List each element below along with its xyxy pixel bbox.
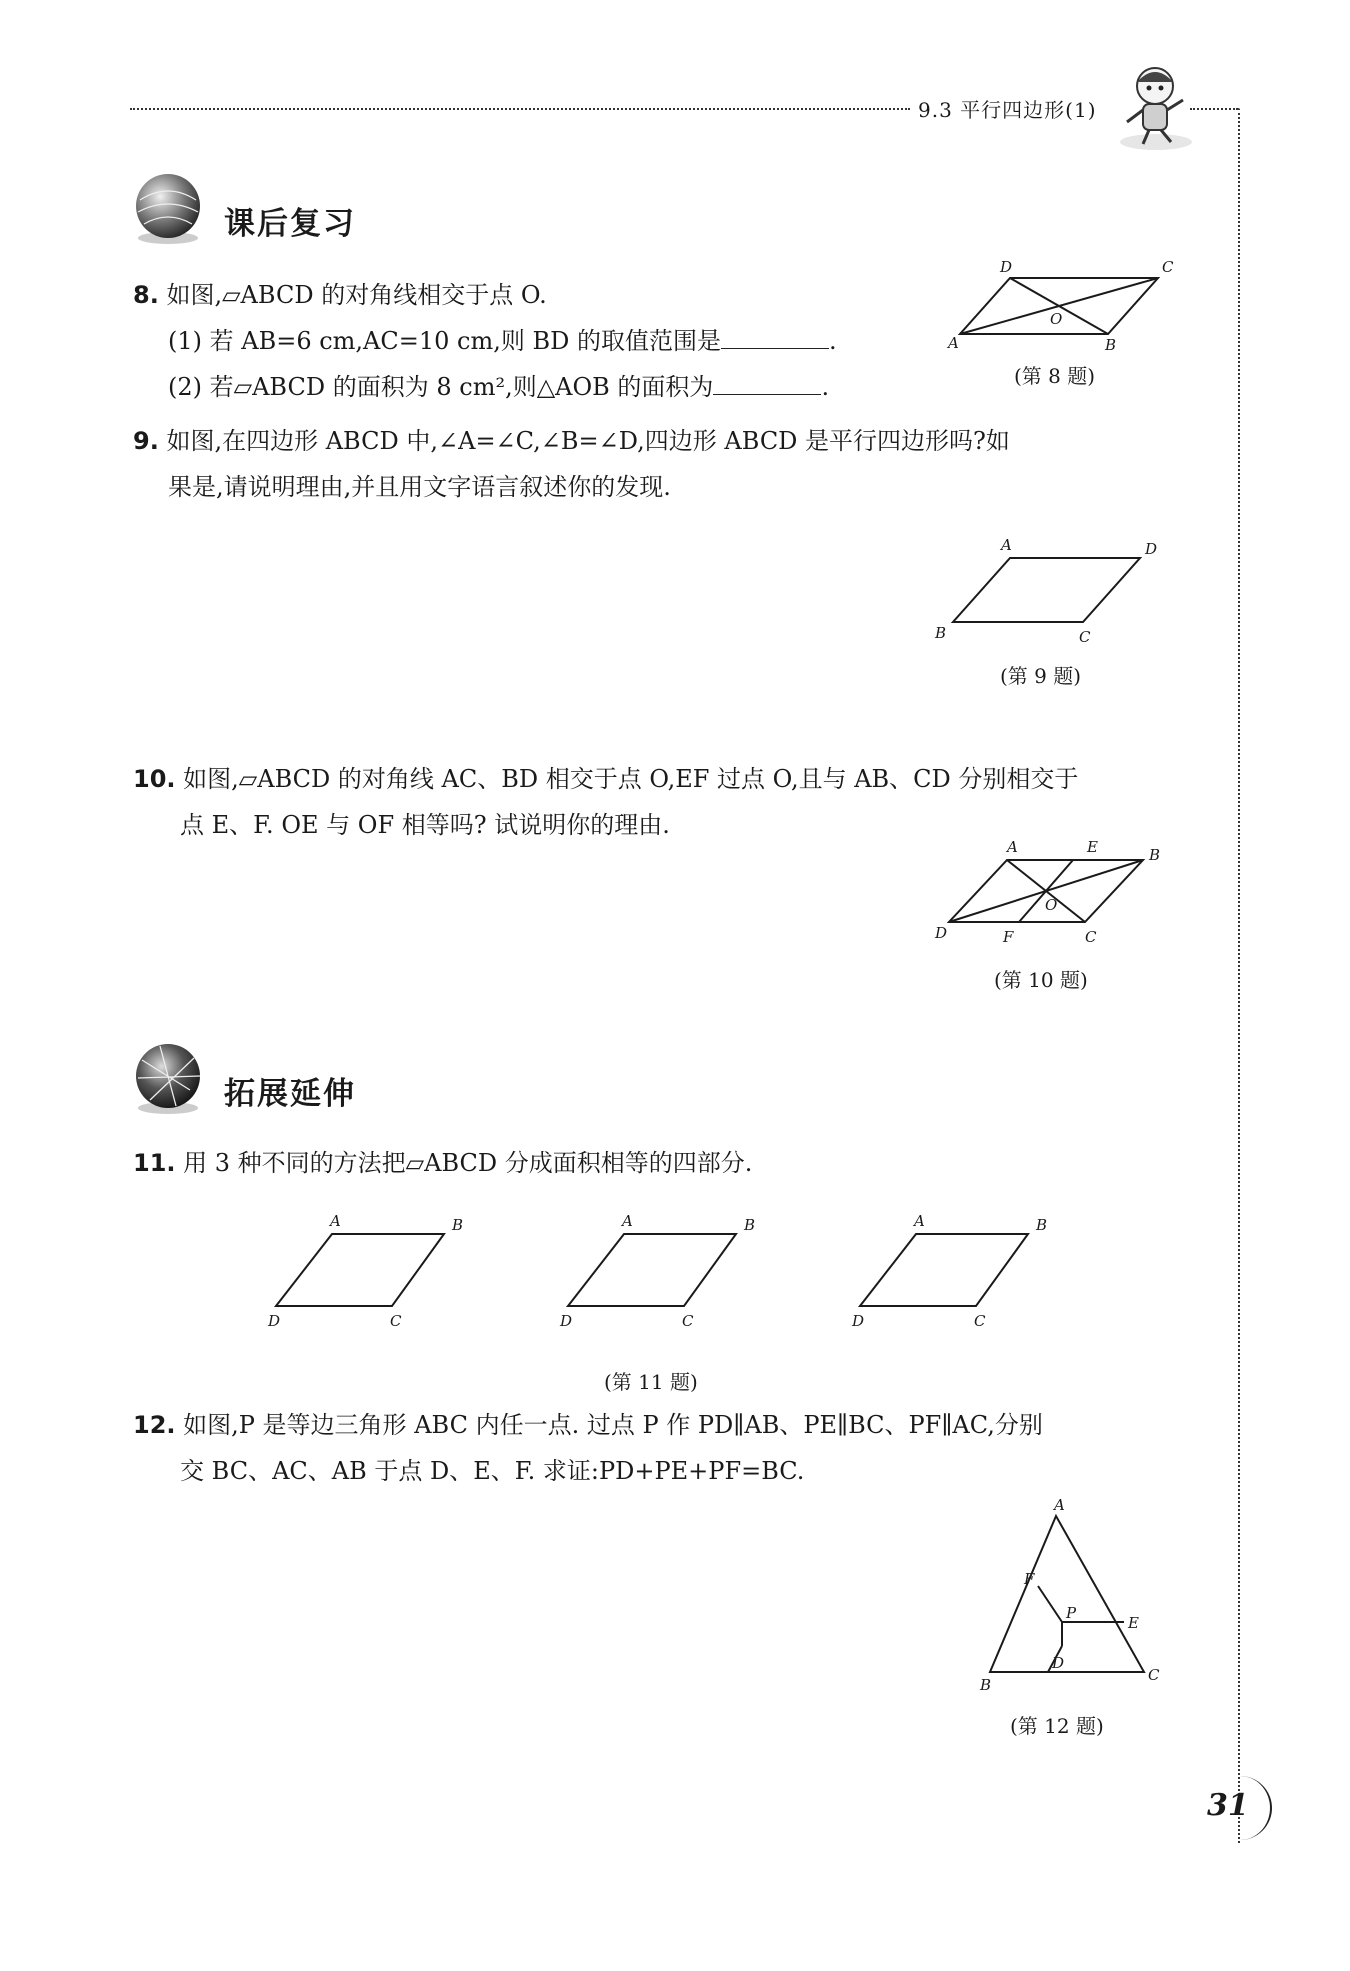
q10-label-a: A — [1007, 838, 1018, 856]
q10-label-b: B — [1149, 846, 1161, 864]
q10-label-d: D — [935, 924, 948, 942]
q8-label-c: C — [1162, 258, 1174, 276]
q11-line1-text: 用 3 种不同的方法把▱ABCD 分成面积相等的四部分. — [183, 1149, 753, 1177]
q11-fig1-label-c: C — [390, 1312, 402, 1330]
q8-part2-text: (2) 若▱ABCD 的面积为 8 cm²,则△AOB 的面积为 — [168, 373, 714, 401]
q8-label-a: A — [948, 334, 959, 352]
header-section: 9.3 平行四边形(1) — [918, 98, 1097, 122]
q11-figure-3 — [846, 1212, 1056, 1332]
q8-part1-blank[interactable] — [721, 322, 829, 349]
section-title-extension: 拓展延伸 — [224, 1076, 356, 1112]
q8-number: 8. — [133, 281, 159, 309]
q11-fig2-label-c: C — [682, 1312, 694, 1330]
q11-fig1-label-b: B — [452, 1216, 464, 1234]
q8-part1-text: (1) 若 AB=6 cm,AC=10 cm,则 BD 的取值范围是 — [168, 327, 721, 355]
q9-line1-text: 如图,在四边形 ABCD 中,∠A=∠C,∠B=∠D,四边形 ABCD 是平行四边形吗?如 — [166, 427, 1010, 455]
q12-label-f: F — [1024, 1570, 1035, 1588]
q9-number: 9. — [133, 427, 159, 455]
q8-part1: (1) 若 AB=6 cm,AC=10 cm,则 BD 的取值范围是 . — [168, 318, 837, 364]
q11-parallelogram-1 — [276, 1234, 444, 1306]
q12-number: 12. — [133, 1411, 176, 1439]
q8-label-d: D — [1000, 258, 1013, 276]
q12-triangle — [990, 1516, 1144, 1672]
q11-caption: (第 11 题) — [604, 1370, 698, 1394]
q9-label-b: B — [935, 624, 947, 642]
q9-line2: 果是,请说明理由,并且用文字语言叙述你的发现. — [168, 473, 671, 501]
q10-figure — [935, 838, 1175, 952]
header-rule-right — [1190, 108, 1238, 110]
q10-label-o: O — [1045, 896, 1058, 914]
q8-stem — [133, 272, 547, 318]
q9-line1 — [133, 418, 1010, 464]
q12-label-a: A — [1054, 1496, 1065, 1514]
q11-fig1-label-a: A — [330, 1212, 341, 1230]
q12-label-d: D — [1052, 1654, 1065, 1672]
q9-label-c: C — [1079, 628, 1091, 646]
q8-figure — [950, 256, 1180, 356]
q9-figure — [935, 538, 1165, 648]
q10-caption: (第 10 题) — [994, 968, 1088, 992]
q11-number: 11. — [133, 1149, 176, 1177]
q12-label-c: C — [1148, 1666, 1160, 1684]
q12-label-b: B — [980, 1676, 992, 1694]
q10-line1-text: 如图,▱ABCD 的对角线 AC、BD 相交于点 O,EF 过点 O,且与 AB、CD 分别相交于 — [183, 765, 1079, 793]
q11-fig3-label-d: D — [852, 1312, 865, 1330]
margin-rule — [1238, 108, 1240, 1843]
q12-segment-pf — [1038, 1586, 1062, 1622]
q11-fig2-label-a: A — [622, 1212, 633, 1230]
q10-label-e: E — [1087, 838, 1098, 856]
q11-parallelogram-2 — [568, 1234, 736, 1306]
q10-number: 10. — [133, 765, 176, 793]
q8-label-b: B — [1105, 336, 1117, 354]
q12-label-e: E — [1128, 1614, 1139, 1632]
q11-fig3-label-a: A — [914, 1212, 925, 1230]
q10-line2: 点 E、F. OE 与 OF 相等吗? 试说明你的理由. — [180, 811, 670, 839]
q11-figure-2 — [554, 1212, 764, 1332]
q11-fig1-label-d: D — [268, 1312, 281, 1330]
q12-caption: (第 12 题) — [1010, 1714, 1104, 1738]
page-number: 31 — [1207, 1788, 1249, 1823]
q12-label-p: P — [1066, 1604, 1077, 1622]
q8-part2: (2) 若▱ABCD 的面积为 8 cm²,则△AOB 的面积为 . — [168, 364, 829, 410]
q10-label-f: F — [1003, 928, 1014, 946]
q9-caption: (第 9 题) — [1000, 664, 1082, 688]
q9-label-d: D — [1145, 540, 1158, 558]
q11-fig2-label-d: D — [560, 1312, 573, 1330]
q9-parallelogram — [953, 558, 1140, 622]
q11-fig2-label-b: B — [744, 1216, 756, 1234]
q11-fig3-label-b: B — [1036, 1216, 1048, 1234]
q9-label-a: A — [1001, 536, 1012, 554]
q10-label-c: C — [1085, 928, 1097, 946]
q12-figure — [950, 1498, 1180, 1698]
q8-caption: (第 8 题) — [1014, 364, 1096, 388]
q11-figure-1 — [262, 1212, 472, 1332]
mascot-illustration — [1115, 60, 1197, 152]
q12-line1 — [133, 1402, 1043, 1448]
header-rule — [130, 108, 910, 110]
section-globe-icon — [130, 170, 206, 246]
q8-stem-text: 如图,▱ABCD 的对角线相交于点 O. — [166, 281, 547, 309]
q8-label-o: O — [1050, 310, 1063, 328]
section-globe-icon-2 — [130, 1040, 206, 1116]
q8-part2-blank[interactable] — [713, 368, 821, 395]
section-title-review: 课后复习 — [224, 206, 356, 242]
q10-line1 — [133, 756, 1078, 802]
q11-fig3-label-c: C — [974, 1312, 986, 1330]
q12-line1-text: 如图,P 是等边三角形 ABC 内任一点. 过点 P 作 PD∥AB、PE∥BC、PF∥AC,分别 — [183, 1411, 1043, 1439]
q12-line2: 交 BC、AC、AB 于点 D、E、F. 求证:PD+PE+PF=BC. — [180, 1457, 805, 1485]
q11-parallelogram-3 — [860, 1234, 1028, 1306]
q11-line1 — [133, 1140, 752, 1186]
